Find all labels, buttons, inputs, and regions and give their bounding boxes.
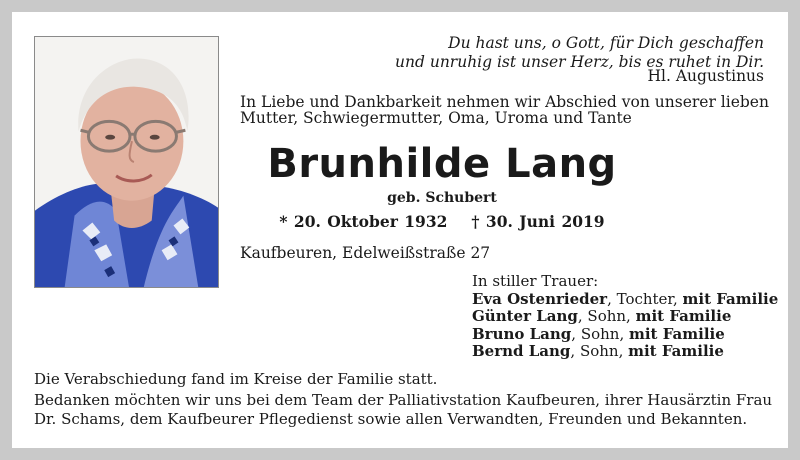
mourner-family: mit Familie [682,289,779,308]
birth-date: * 20. Oktober 1932 [279,212,448,231]
address: Kaufbeuren, Edelweißstraße 27 [240,244,491,262]
mourner-name: Bernd Lang [472,342,571,360]
thanks-line-1: Bedanken möchten wir uns bei dem Team der Palliativstation Kaufbeuren, ihrer Hausärztin Frau [34,391,773,409]
mourner-row [472,308,784,326]
thanks-line-2: Dr. Schams, dem Kaufbeurer Pflegedienst sowie allen Verwandten, Freunden und Bekannten. [34,410,748,428]
mourner-name: Eva Ostenrieder [472,289,608,308]
quote-line-1: Du hast uns, o Gott, für Dich geschaffen [448,34,764,52]
mourner-family: mit Familie [628,342,724,360]
portrait-photo [34,36,219,288]
maiden-name: geb. Schubert [387,190,497,206]
farewell-note: Die Verabschiedung fand im Kreise der Familie statt. [34,370,438,388]
quote-line-2: und unruhig ist unser Herz, bis es ruhet in Dir. [395,53,764,71]
intro-text [240,94,780,126]
obituary-notice [12,12,788,448]
quote-author: Hl. Augustinus [647,67,764,85]
mourner-relation: , Sohn, [570,342,629,360]
mourner-family: mit Familie [628,324,725,343]
mourner-name: Günter Lang [472,307,578,325]
intro-line-2: Mutter, Schwiegermutter, Oma, Uroma und Tante [240,109,632,127]
mourners-list [472,273,784,361]
mourner-relation: , Sohn, [577,307,636,325]
mourner-name: Bruno Lang [472,324,572,343]
thanks-text [34,391,784,429]
mourner-relation: , Sohn, [571,324,629,343]
deceased-name: Brunhilde Lang [267,141,617,187]
mourner-relation: , Tochter, [607,289,683,308]
death-date: † 30. Juni 2019 [471,212,605,231]
intro-line-1: In Liebe und Dankbarkeit nehmen wir Abschied von unserer lieben [240,93,769,111]
mourners-heading: In stiller Trauer: [472,272,599,290]
mourner-row [472,343,784,361]
mourner-family: mit Familie [635,307,732,325]
mourner-row [472,291,784,309]
mourner-row [472,326,784,344]
life-dates [240,212,644,231]
